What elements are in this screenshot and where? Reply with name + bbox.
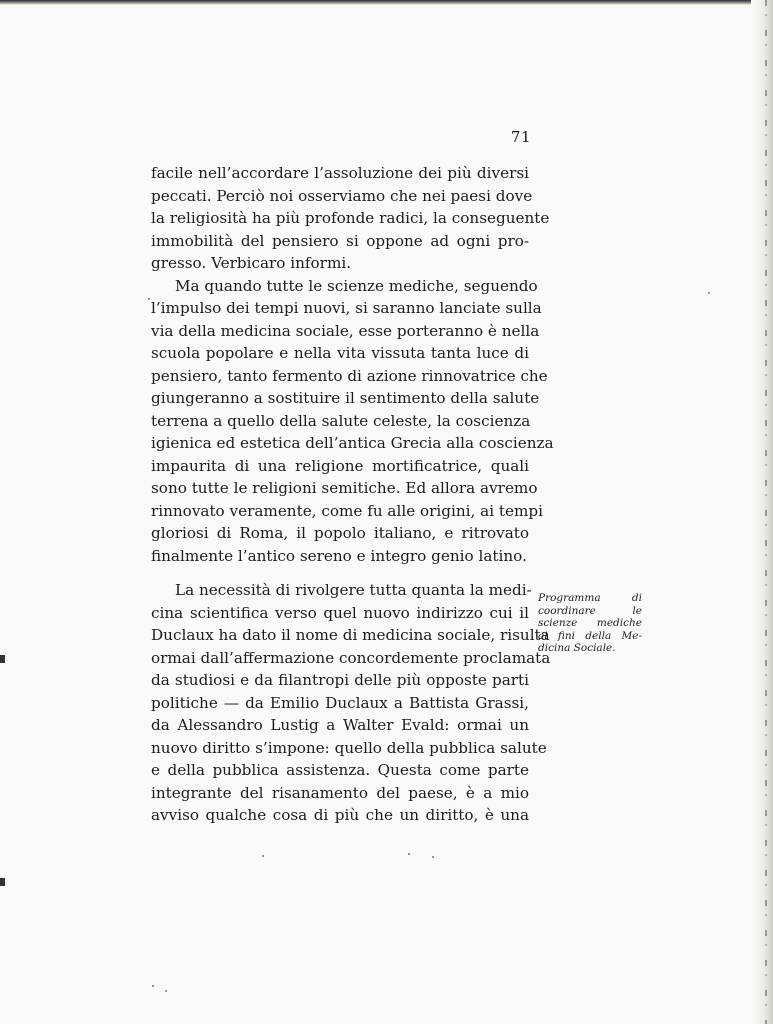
scan-speck	[152, 985, 154, 987]
page-top-edge	[0, 0, 773, 5]
margin-note-line: coordinare le	[538, 604, 642, 617]
margin-note-line: ai fini della Me-	[538, 629, 642, 642]
text-line: immobilità del pensiero si oppone ad ogni pro-	[151, 231, 529, 250]
text-line: Ma quando tutte le scienze mediche, seguendo	[175, 276, 538, 295]
paragraph-1	[151, 162, 550, 275]
text-line: la religiosità ha più profonde radici, la conseguente	[151, 209, 550, 227]
scan-speck	[148, 298, 150, 300]
paragraph-2	[151, 275, 554, 568]
text-line: cina scientifica verso quel nuovo indirizzo cui il	[151, 603, 529, 622]
text-line: l’impulso dei tempi nuovi, si saranno lanciate sulla	[151, 299, 542, 317]
text-line: facile nell’accordare l’assoluzione dei più diversi	[151, 164, 529, 182]
text-line: peccati. Perciò noi osserviamo che nei paesi dove	[151, 186, 533, 205]
page-right-edge	[751, 0, 773, 1024]
text-line: politiche — da Emilio Duclaux a Battista Grassi,	[151, 693, 529, 712]
text-line: gresso. Verbicaro informi.	[151, 254, 352, 272]
body-text	[151, 162, 554, 827]
paragraph-3	[151, 579, 551, 827]
text-line: nuovo diritto s’impone: quello della pubblica salute	[151, 738, 547, 757]
text-line: via della medicina sociale, esse porteranno è nella	[151, 321, 540, 340]
margin-note-line: scienze mediche	[538, 617, 642, 629]
text-line: rinnovato veramente, come fu alle origini, ai tempi	[151, 501, 543, 520]
text-line: sono tutte le religioni semitiche. Ed allora avremo	[151, 479, 538, 497]
text-line: Duclaux ha dato il nome di medicina sociale, risulta	[151, 626, 550, 644]
text-line: igienica ed estetica dell’antica Grecia alla coscienza	[151, 434, 554, 452]
scan-speck	[262, 855, 264, 857]
margin-note	[538, 592, 642, 655]
text-line: terrena a quello della salute celeste, la coscienza	[151, 411, 531, 430]
text-line: integrante del risanamento del paese, è a mio	[151, 783, 529, 802]
margin-note-line: Programma di	[538, 592, 642, 604]
text-line: gloriosi di Roma, il popolo italiano, e ritrovato	[151, 524, 529, 542]
text-line: da studiosi e da filantropi delle più opposte parti	[151, 671, 529, 689]
text-line: e della pubblica assistenza. Questa come parte	[151, 761, 529, 779]
text-line: ormai dall’affermazione concordemente proclamata	[151, 648, 551, 667]
scan-speck	[0, 655, 5, 663]
text-line: La necessità di rivolgere tutta quanta la medi-	[175, 581, 532, 599]
margin-note-line: dicina Sociale.	[538, 642, 616, 654]
text-line: avviso qualche cosa di più che un diritto, è una	[151, 806, 529, 824]
text-line: finalmente l’antico sereno e integro genio latino.	[151, 546, 527, 565]
scan-speck	[432, 856, 434, 858]
scan-speck	[165, 990, 167, 992]
text-line: impaurita di una religione mortificatrice, quali	[151, 456, 529, 475]
text-line: scuola popolare e nella vita vissuta tanta luce di	[151, 344, 529, 362]
scan-speck	[408, 853, 410, 855]
scan-speck	[708, 292, 710, 294]
page-number: 71	[510, 128, 531, 146]
text-line: da Alessandro Lustig a Walter Evald: ormai un	[151, 716, 529, 734]
text-line: pensiero, tanto fermento di azione rinnovatrice che	[151, 366, 548, 385]
text-line: giungeranno a sostituire il sentimento della salute	[151, 389, 540, 407]
scan-speck	[0, 878, 5, 886]
